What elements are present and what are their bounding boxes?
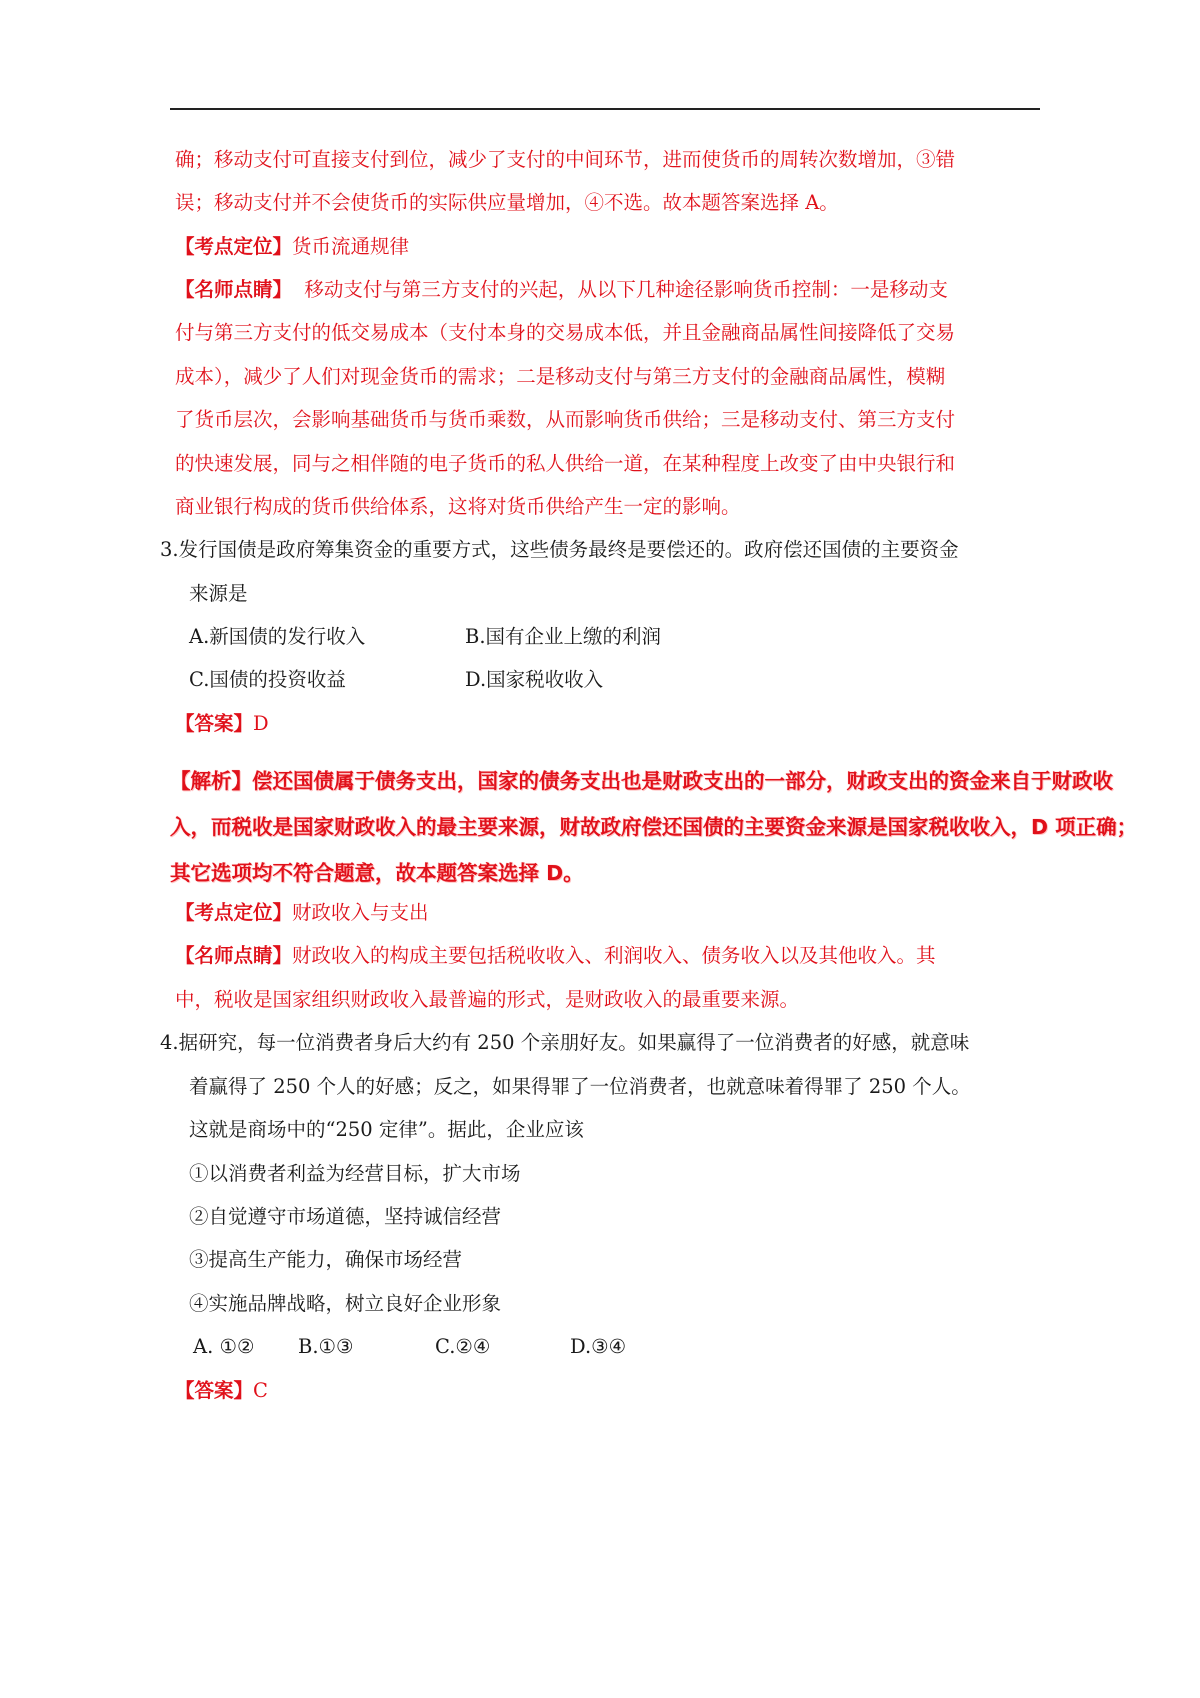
q2-mingshi-line-2: 付与第三方支付的低交易成本（支付本身的交易成本低，并且金融商品属性间接降低了交易 [175,321,956,344]
q4-option-d: D.③④ [570,1335,627,1358]
q4-option-c: C.②④ [435,1335,491,1358]
mingshi-label: 【名师点睛】 [175,944,293,967]
q4-stem-line-1: 4.据研究，每一位消费者身后大约有 250 个亲朋好友。如果赢得了一位消费者的好感，就意味 [160,1031,970,1054]
q2-mingshi-line-5: 的快速发展，同与之相伴随的电子货币的私人供给一道，在某种程度上改变了由中央银行和 [175,452,956,475]
mingshi-label: 【名师点睛】 [175,278,293,301]
q2-explanation-line-1: 确；移动支付可直接支付到位，减少了支付的中间环节，进而使货币的周转次数增加，③错 [175,148,956,171]
q4-stem-line-3: 这就是商场中的“250 定律”。据此，企业应该 [189,1118,584,1141]
q3-answer [175,710,269,738]
q4-stem-line-2: 着赢得了 250 个人的好感；反之，如果得罪了一位消费者，也就意味着得罪了 250 个人。 [189,1075,971,1098]
q4-item-2: ②自觉遵守市场道德，坚持诚信经营 [189,1205,502,1228]
q2-kaodian [175,233,409,261]
q3-option-d: D.国家税收收入 [465,668,604,691]
q3-mingshi-line-1 [175,942,936,970]
kaodian-value: 财政收入与支出 [292,901,429,924]
q3-stem-line-1: 3.发行国债是政府筹集资金的重要方式，这些债务最终是要偿还的。政府偿还国债的主要资金 [160,538,959,561]
kaodian-label: 【考点定位】 [175,901,293,924]
q4-item-1: ①以消费者利益为经营目标，扩大市场 [189,1162,521,1185]
answer-value: C [253,1379,268,1402]
q3-stem-line-2: 来源是 [189,582,248,605]
q3-mingshi-line-2: 中，税收是国家组织财政收入最普遍的形式，是财政收入的最重要来源。 [175,988,800,1011]
q3-option-b: B.国有企业上缴的利润 [465,625,662,648]
q3-option-a: A.新国债的发行收入 [189,625,366,648]
q4-option-b: B.①③ [298,1335,354,1358]
q2-mingshi-line-1 [175,276,948,304]
q4-item-3: ③提高生产能力，确保市场经营 [189,1248,463,1271]
q3-analysis-line-3: 其它选项均不符合题意，故本题答案选择 D。 [170,861,584,885]
mingshi-text: 财政收入的构成主要包括税收收入、利润收入、债务收入以及其他收入。其 [292,944,936,967]
q2-mingshi-line-6: 商业银行构成的货币供给体系，这将对货币供给产生一定的影响。 [175,495,741,518]
kaodian-value: 货币流通规律 [292,235,410,258]
header-rule [170,108,1040,110]
kaodian-label: 【考点定位】 [175,235,293,258]
q2-mingshi-line-4: 了货币层次，会影响基础货币与货币乘数，从而影响货币供给；三是移动支付、第三方支付 [175,408,956,431]
q3-kaodian [175,899,429,927]
q2-mingshi-line-3: 成本），减少了人们对现金货币的需求；二是移动支付与第三方支付的金融商品属性，模糊 [175,365,946,388]
answer-label: 【答案】 [175,712,254,735]
answer-label: 【答案】 [175,1379,254,1402]
q3-analysis-line-1: 【解析】偿还国债属于债务支出，国家的债务支出也是财政支出的一部分，财政支出的资金来自于财政收 [170,769,1113,793]
answer-value: D [253,712,269,735]
q4-option-a: A. ①② [193,1335,255,1358]
q4-item-4: ④实施品牌战略，树立良好企业形象 [189,1292,502,1315]
q2-explanation-line-2: 误；移动支付并不会使货币的实际供应量增加，④不选。故本题答案选择 A。 [175,191,839,214]
q4-answer [175,1377,268,1405]
q3-analysis-line-2: 入，而税收是国家财政收入的最主要来源，财故政府偿还国债的主要资金来源是国家税收收入，D 项正确； [170,815,1138,839]
mingshi-text: 移动支付与第三方支付的兴起，从以下几种途径影响货币控制：一是移动支 [292,278,948,301]
q3-option-c: C.国债的投资收益 [189,668,346,691]
